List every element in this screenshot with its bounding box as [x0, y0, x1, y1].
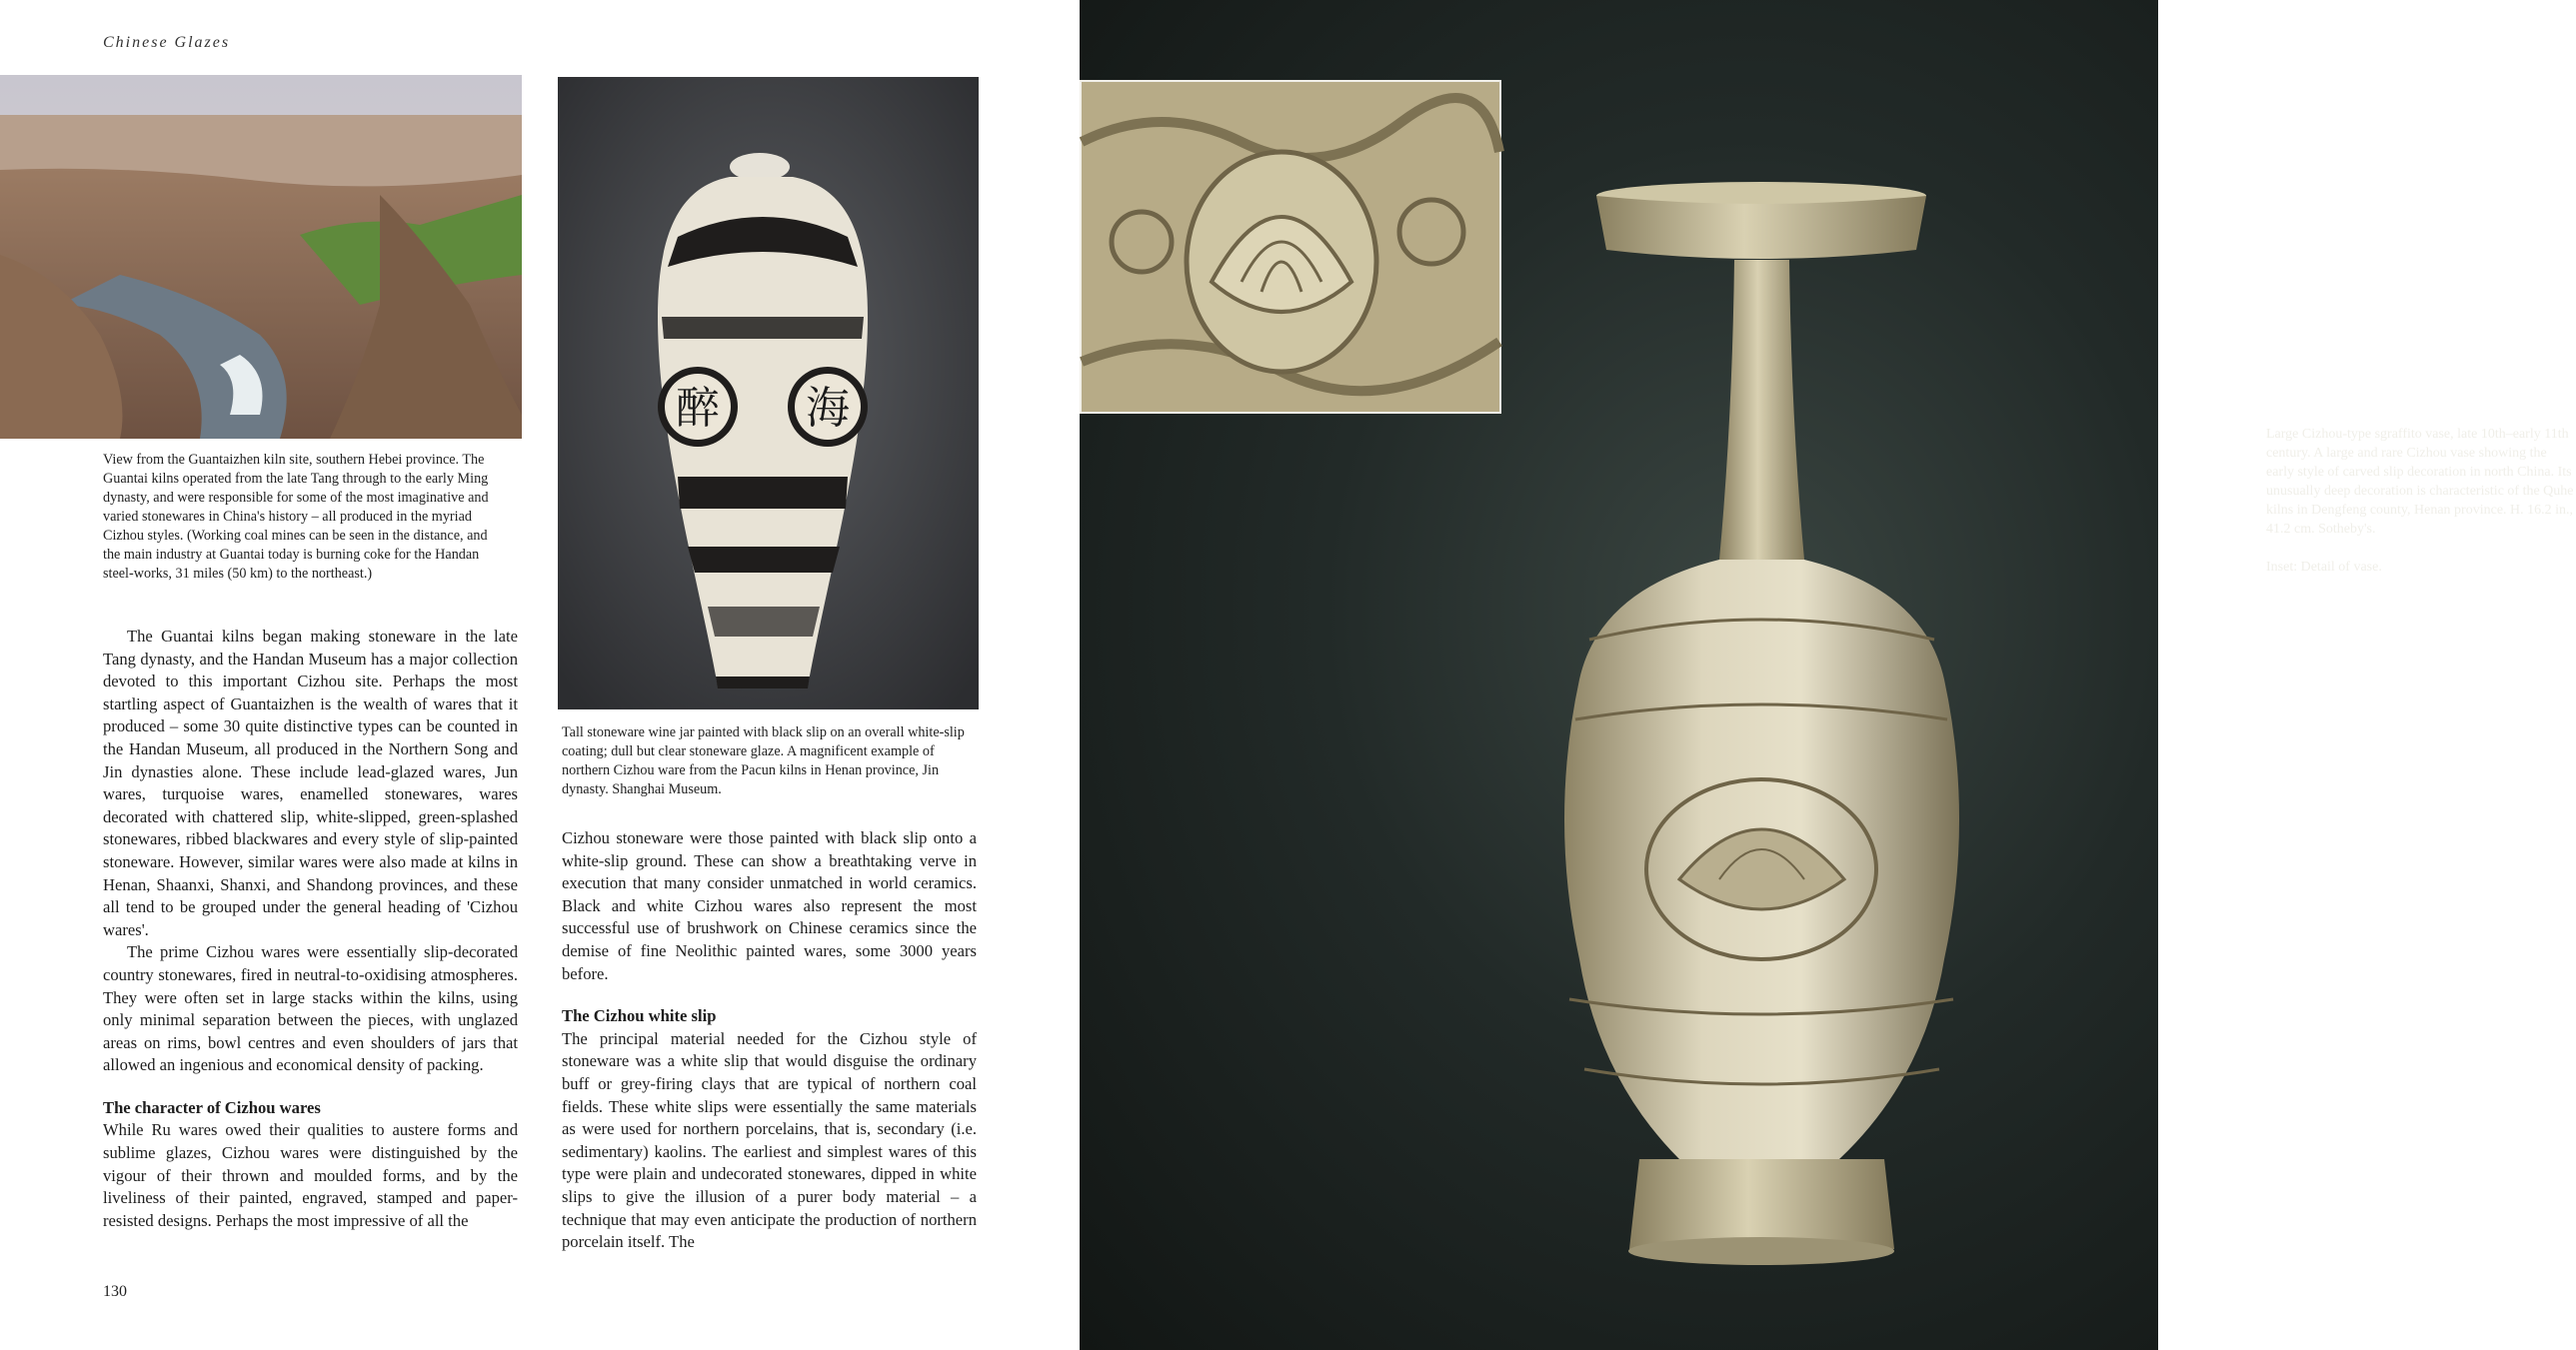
middle-text-column — [562, 827, 977, 1254]
inset-caption: Inset: Detail of vase. — [2266, 560, 2382, 575]
left-paragraph-3: While Ru wares owed their qualities to austere forms and sublime glazes, Cizhou wares were distinguished by the vigour of their thrown and moulded forms, and by the liveliness of their painted, engraved, stamped and paper-resisted designs. Perhaps the most impressive of all the — [103, 1120, 518, 1230]
running-head: Chinese Glazes — [103, 34, 231, 51]
left-text-column — [103, 626, 518, 1232]
vase-caption: Large Cizhou-type sgraffito vase, late 10th–early 11th century. A large and rare Cizhou vase showing the early style of carved slip decoration in north China. Its unusually deep decoration is characteristic of the Quhe kilns in Dengfeng county, Henan province. H. 16.2 in., 41.2 cm. Sotheby's. — [2266, 427, 2574, 537]
section-heading-character: The character of Cizhou wares — [103, 1097, 321, 1117]
right-page — [1080, 0, 2574, 1350]
wine-jar-photo — [558, 77, 979, 709]
kiln-site-caption: View from the Guantaizhen kiln site, southern Hebei province. The Guantai kilns operated from the late Tang through to the early Ming dynasty, and were responsible for some of the most imaginative and varied stonewares in China's history – all produced in the myriad Cizhou styles. (Working coal mines can be seen in the distance, and the main industry at Guantai today is burning coke for the Handan steel-works, 31 miles (50 km) to the northeast.) — [103, 452, 489, 582]
kiln-site-photo — [0, 75, 522, 439]
jar-character-left: 醉 — [676, 383, 720, 434]
vase-caption-block — [2266, 425, 2576, 577]
vase-detail-inset — [1080, 80, 1501, 414]
left-page — [0, 0, 1080, 1350]
page-number: 130 — [103, 1283, 127, 1300]
wine-jar-caption: Tall stoneware wine jar painted with black slip on an overall white-slip coating; dull but clear stoneware glaze. A magnificent example of northern Cizhou ware from the Pacun kilns in Henan province, Jin dynasty. Shanghai Museum. — [562, 724, 965, 797]
left-paragraph-1: The Guantai kilns began making stoneware in the late Tang dynasty, and the Handan Museum has a major collection devoted to this important Cizhou site. Perhaps the most startling aspect of Guantaizhen is the wealth of wares that it produced – some 30 quite distinctive types can be counted in the Handan Museum, all produced in the Northern Song and Jin dynasties alone. These include lead-glazed wares, Jun wares, turquoise wares, enamelled stonewares, wares decorated with chattered slip, white-slipped, green-splashed stonewares, ribbed blackwares and every style of slip-painted stoneware. However, similar wares were also made at kilns in Henan, Shaanxi, Shanxi, and Shandong provinces, and these all tend to be grouped under the general heading of 'Cizhou wares'. — [103, 627, 518, 939]
left-paragraph-2: The prime Cizhou wares were essentially slip-decorated country stonewares, fired in neutral-to-oxidising atmospheres. They were often set in large stacks within the kilns, using only minimal separation between the pieces, with unglazed areas on rims, bowl centres and even shoulders of jars that allowed an ingenious and economical density of packing. — [103, 942, 518, 1075]
middle-paragraph-2: The principal material needed for the Cizhou style of stoneware was a white slip that would disguise the ordinary buff or grey-firing clays that are typical of northern coal fields. These white slips were essentially the same materials as were used for northern porcelains, that is, secondary (i.e. sedimentary) kaolins. The earliest and simplest wares of this type were plain and undecorated stonewares, dipped in white slips to give the illusion of a purer body material – a technique that may even anticipate the production of northern porcelain itself. The — [562, 1028, 977, 1252]
middle-paragraph-1: Cizhou stoneware were those painted with black slip onto a white-slip ground. These can show a breathtaking verve in execution that many consider unmatched in world ceramics. Black and white Cizhou wares also represent the most successful use of brushwork on Chinese ceramics since the demise of fine Neolithic painted wares, some 3000 years before. — [562, 828, 977, 983]
section-heading-white-slip: The Cizhou white slip — [562, 1006, 717, 1026]
jar-character-right: 海 — [806, 383, 850, 434]
